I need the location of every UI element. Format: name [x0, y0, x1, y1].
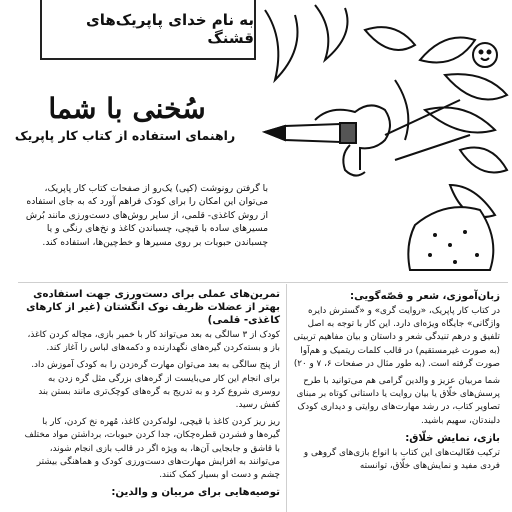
- section-paragraph: از پنج سالگی به بعد می‌توان مهارت گره‌زدن را به کودک آموزش داد. برای انجام این کار می‌بایست از گره‌های بزرگی مثل گره زدن به روسری شروع کرد و به تدریج به گره‌های کوچک‌تری مانند بستن بند کفش رسید.: [31, 360, 280, 411]
- section-paragraph: ریز ریز کردن کاغذ با قیچی، لوله‌کردن کاغذ، مُهره نخ کردن، کار با گیره‌ها و فشردن قطره‌چکان، جدا کردن حبوبات، برداشتن مواد مختلف با قاشق و جابجایی آن‌ها، به ویژه اگر در قالب بازی انجام شوند، می‌توانند به افزایش مهارت‌های دست‌ورزی کودک و هماهنگی بیشتر چشم و دست او بسیار کمک کنند.: [24, 417, 280, 481]
- header-banner: [40, 0, 256, 60]
- section-heading: تمرین‌های عملی برای دست‌ورزی جهت استفاده‌ی بهتر از عضلات ظریف نوک انگشتان (غیر از کارهای کاغذی- قلمی): [26, 289, 280, 326]
- divider-vertical: [286, 284, 287, 512]
- section-paragraph: ترکیب فعّالیت‌های این کتاب با انواع بازی‌های گروهی و فردی مفید و نمایش‌های خلّاق، توانسته: [303, 447, 500, 472]
- divider-horizontal: [18, 282, 508, 283]
- right-column: [290, 290, 500, 477]
- section-heading: بازی، نمایش خلّاق:: [405, 432, 500, 444]
- left-column: [18, 288, 280, 501]
- intro-paragraph: با گرفتن رونوشت (کپی) یک‌رو از صفحات کتاب کار پاپریک، می‌توان این امکان را برای کودک فراهم آورد که به جای استفاده از روش کاغذی- قلمی، از سایر روش‌های دست‌ورزی مانند بُرش مسیرهای ساده با قیچی، چسباندن کاغذ و نخ‌های رنگی و یا چسباندن حبوبات بر روی مسیرها و خط‌چین‌ها، استفاده کند.: [25, 183, 268, 248]
- section-paragraph: کودک از ۳ سالگی به بعد می‌تواند کار با خمیر بازی، مچاله کردن کاغذ، باز و بسته‌کردن گیره‌های نگهدارنده و دکمه‌های لباس را آغاز کند.: [27, 330, 280, 354]
- section-heading: زبان‌آموزی، شعر و قصّه‌گویی:: [350, 291, 500, 302]
- section-paragraph: در کتاب کار پاپریک، «روایت گری» و «گسترش دایره واژگانی» جایگاه ویژه‌ای دارد. این کار با توجه به اصل تلفیق و درهم تنیدگی شعر و داستان و بیان مفاهیم تربیتی (به صورت غیرمستقیم) در قالب کلمات ریتمیک و هم‌آوا صورت گرفته است. (به طور مثال در صفحات ۶، ۷ و ۲۰): [293, 306, 500, 369]
- page-subtitle: راهنمای استفاده از کتاب کار پاپریک: [14, 128, 236, 143]
- header-banner-text: به نام خدای پاپریک‌های قشنگ: [85, 11, 254, 47]
- section-paragraph: شما مربیان عزیز و والدین گرامی هم می‌توانید با طرح پرسش‌های خلّاق یا بیان روایت یا داستانی کوتاه بر مبنای تصاویر کتاب، در رشد مهارت‌های روایتی و دیداری کودک دلبندتان، سهیم باشید.: [296, 376, 500, 426]
- hand-pencil-illustration: [245, 0, 512, 275]
- page-title: سُخنی با شما: [48, 92, 206, 125]
- section-heading: توصیه‌هایی برای مربیان و والدین:: [111, 487, 280, 499]
